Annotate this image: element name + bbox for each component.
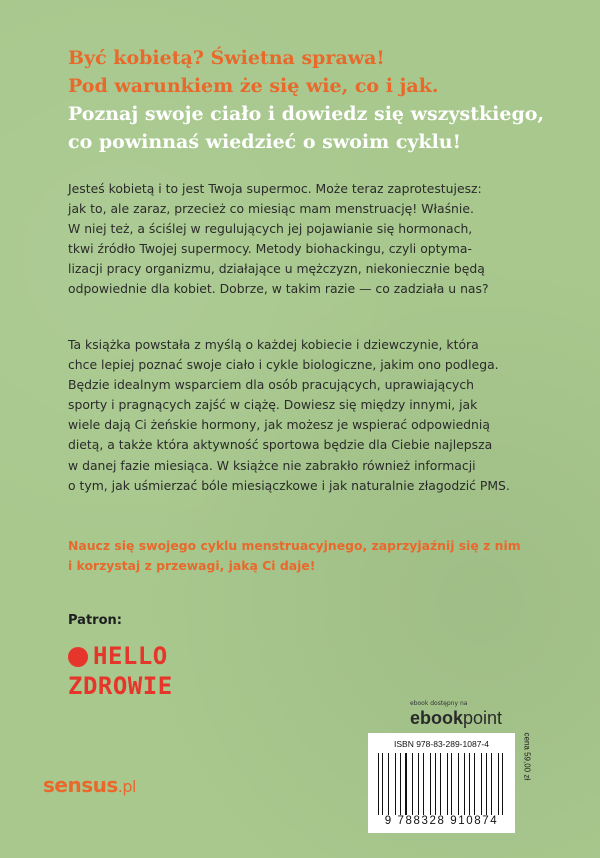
text-line: wiele dają Ci żeńskie hormony, jak możesz je wspierać odpowiednią	[68, 417, 490, 433]
headline-line: Być kobietą? Świetna sprawa!	[68, 47, 385, 69]
text-line: tkwi źródło Twojej supermocy. Metody biohackingu, czyli optyma-	[68, 241, 472, 257]
barcode-bar	[448, 753, 449, 815]
ebookpoint-caption: ebook dostępny na	[410, 700, 468, 707]
ebookpoint-brand-bold: ebook	[410, 708, 464, 728]
sensus-publisher-logo	[43, 773, 136, 797]
patron-label: Patron:	[68, 613, 122, 628]
barcode-bar	[458, 753, 459, 815]
ebookpoint-brand-rest: point	[463, 708, 503, 728]
red-dot-icon	[68, 647, 88, 667]
barcode-bar	[443, 753, 444, 815]
barcode-bar	[421, 753, 422, 815]
barcode-bar	[386, 753, 387, 815]
barcode-bar	[405, 753, 407, 815]
barcode-bar	[447, 753, 448, 815]
text-line: dietą, a także która aktywność sportowa będzie dla Ciebie najlepsza	[68, 437, 493, 453]
logo-word-hello: HELLO	[93, 642, 168, 670]
barcode-bar	[472, 753, 473, 815]
barcode-bar	[498, 753, 499, 815]
price-text: cena 59,00 zł	[522, 732, 532, 781]
barcode-bar	[430, 753, 432, 815]
barcode-bar	[380, 753, 381, 815]
barcode-bar	[397, 753, 398, 815]
barcode-bar	[491, 753, 492, 815]
logo-word-zdrowie: ZDROWIE	[68, 672, 173, 700]
headline-line: Pod warunkiem że się wie, co i jak.	[68, 75, 439, 97]
barcode-bar	[451, 753, 452, 815]
barcode-bar	[455, 753, 457, 815]
barcode-bar	[400, 753, 401, 815]
text-line: i korzystaj z przewagi, jaką Ci daje!	[68, 558, 316, 574]
barcode-bar	[414, 753, 415, 815]
text-line: lizacji pracy organizmu, działające u mężczyzn, niekoniecznie będą	[68, 261, 485, 277]
headline-line: Poznaj swoje ciało i dowiedz się wszystkiego,	[68, 103, 545, 125]
barcode-bar	[425, 753, 426, 815]
barcode-bar	[490, 753, 491, 815]
barcode-bar	[500, 753, 501, 815]
barcode-bar	[378, 753, 379, 815]
barcode-bar	[390, 753, 392, 815]
isbn-barcode	[368, 733, 515, 833]
barcode-bar	[382, 753, 383, 815]
price-label	[519, 732, 533, 831]
barcode-bar	[477, 753, 478, 815]
barcode-bar	[409, 753, 410, 815]
text-line: chce lepiej poznać swoje ciało i cykle biologiczne, jakim ono podlega.	[68, 357, 499, 373]
text-line: Naucz się swojego cyklu menstruacyjnego, zaprzyjaźnij się z nim	[68, 538, 521, 553]
text-line: sporty i pragnących zajść w ciążę. Dowiesz się między innymi, jak	[68, 397, 478, 413]
barcode-bar	[474, 753, 475, 815]
barcode-bar	[418, 753, 419, 815]
barcode-bar	[388, 753, 389, 815]
barcode-bar	[395, 753, 396, 815]
text-line: o tym, jak uśmierzać bóle miesiączkowe i jak naturalnie złagodzić PMS.	[68, 477, 510, 493]
barcode-bar	[481, 753, 482, 815]
barcode-bar	[483, 753, 485, 815]
barcode-bar	[438, 753, 439, 815]
text-line: w danej fazie miesiąca. W książce nie zabrakło również informacji	[68, 457, 476, 473]
isbn-number: ISBN 978-83-289-1087-4	[394, 739, 489, 749]
barcode-bar	[432, 753, 433, 815]
text-line: W niej też, a ściślej w regulujących jej pojawianie się hormonach,	[68, 221, 473, 237]
text-line: Będzie idealnym wsparciem dla osób pracujących, uprawiających	[68, 377, 475, 393]
text-line: jak to, ale zaraz, przecież co miesiąc mam menstruację! Właśnie.	[68, 201, 474, 217]
barcode-bar	[464, 753, 465, 815]
barcode-bar	[423, 753, 424, 815]
text-line: Ta książka powstała z myślą o każdej kobiecie i dziewczynie, która	[68, 337, 479, 352]
text-line: odpowiednie dla kobiet. Dobrze, w takim razie — co zadziała u nas?	[68, 281, 489, 297]
call-to-action	[68, 536, 568, 576]
barcode-bar	[469, 753, 470, 815]
barcode-bar	[435, 753, 436, 815]
publisher-suffix: .pl	[117, 777, 136, 796]
barcode-bar	[403, 753, 404, 815]
barcode-bar	[460, 753, 461, 815]
description-paragraph-1	[68, 179, 568, 300]
description-paragraph-2	[68, 335, 568, 496]
headline	[68, 44, 568, 156]
barcode-bar	[412, 753, 413, 815]
publisher-name: sensus	[43, 773, 118, 797]
text-line: Jesteś kobietą i to jest Twoja supermoc. Może teraz zaprotestujesz:	[68, 181, 482, 196]
ean-number: 9 788328 910874	[384, 815, 499, 827]
barcode-bar	[440, 753, 441, 815]
barcode-bar	[466, 753, 467, 815]
ebookpoint-logo	[410, 708, 502, 729]
headline-line: co powinnaś wiedzieć o swoim cyklu!	[68, 131, 461, 153]
barcode-bar	[486, 753, 487, 815]
barcode-bar	[506, 753, 507, 815]
barcode-bars	[378, 753, 508, 815]
barcode-bar	[502, 753, 503, 815]
barcode-bar	[494, 753, 495, 815]
